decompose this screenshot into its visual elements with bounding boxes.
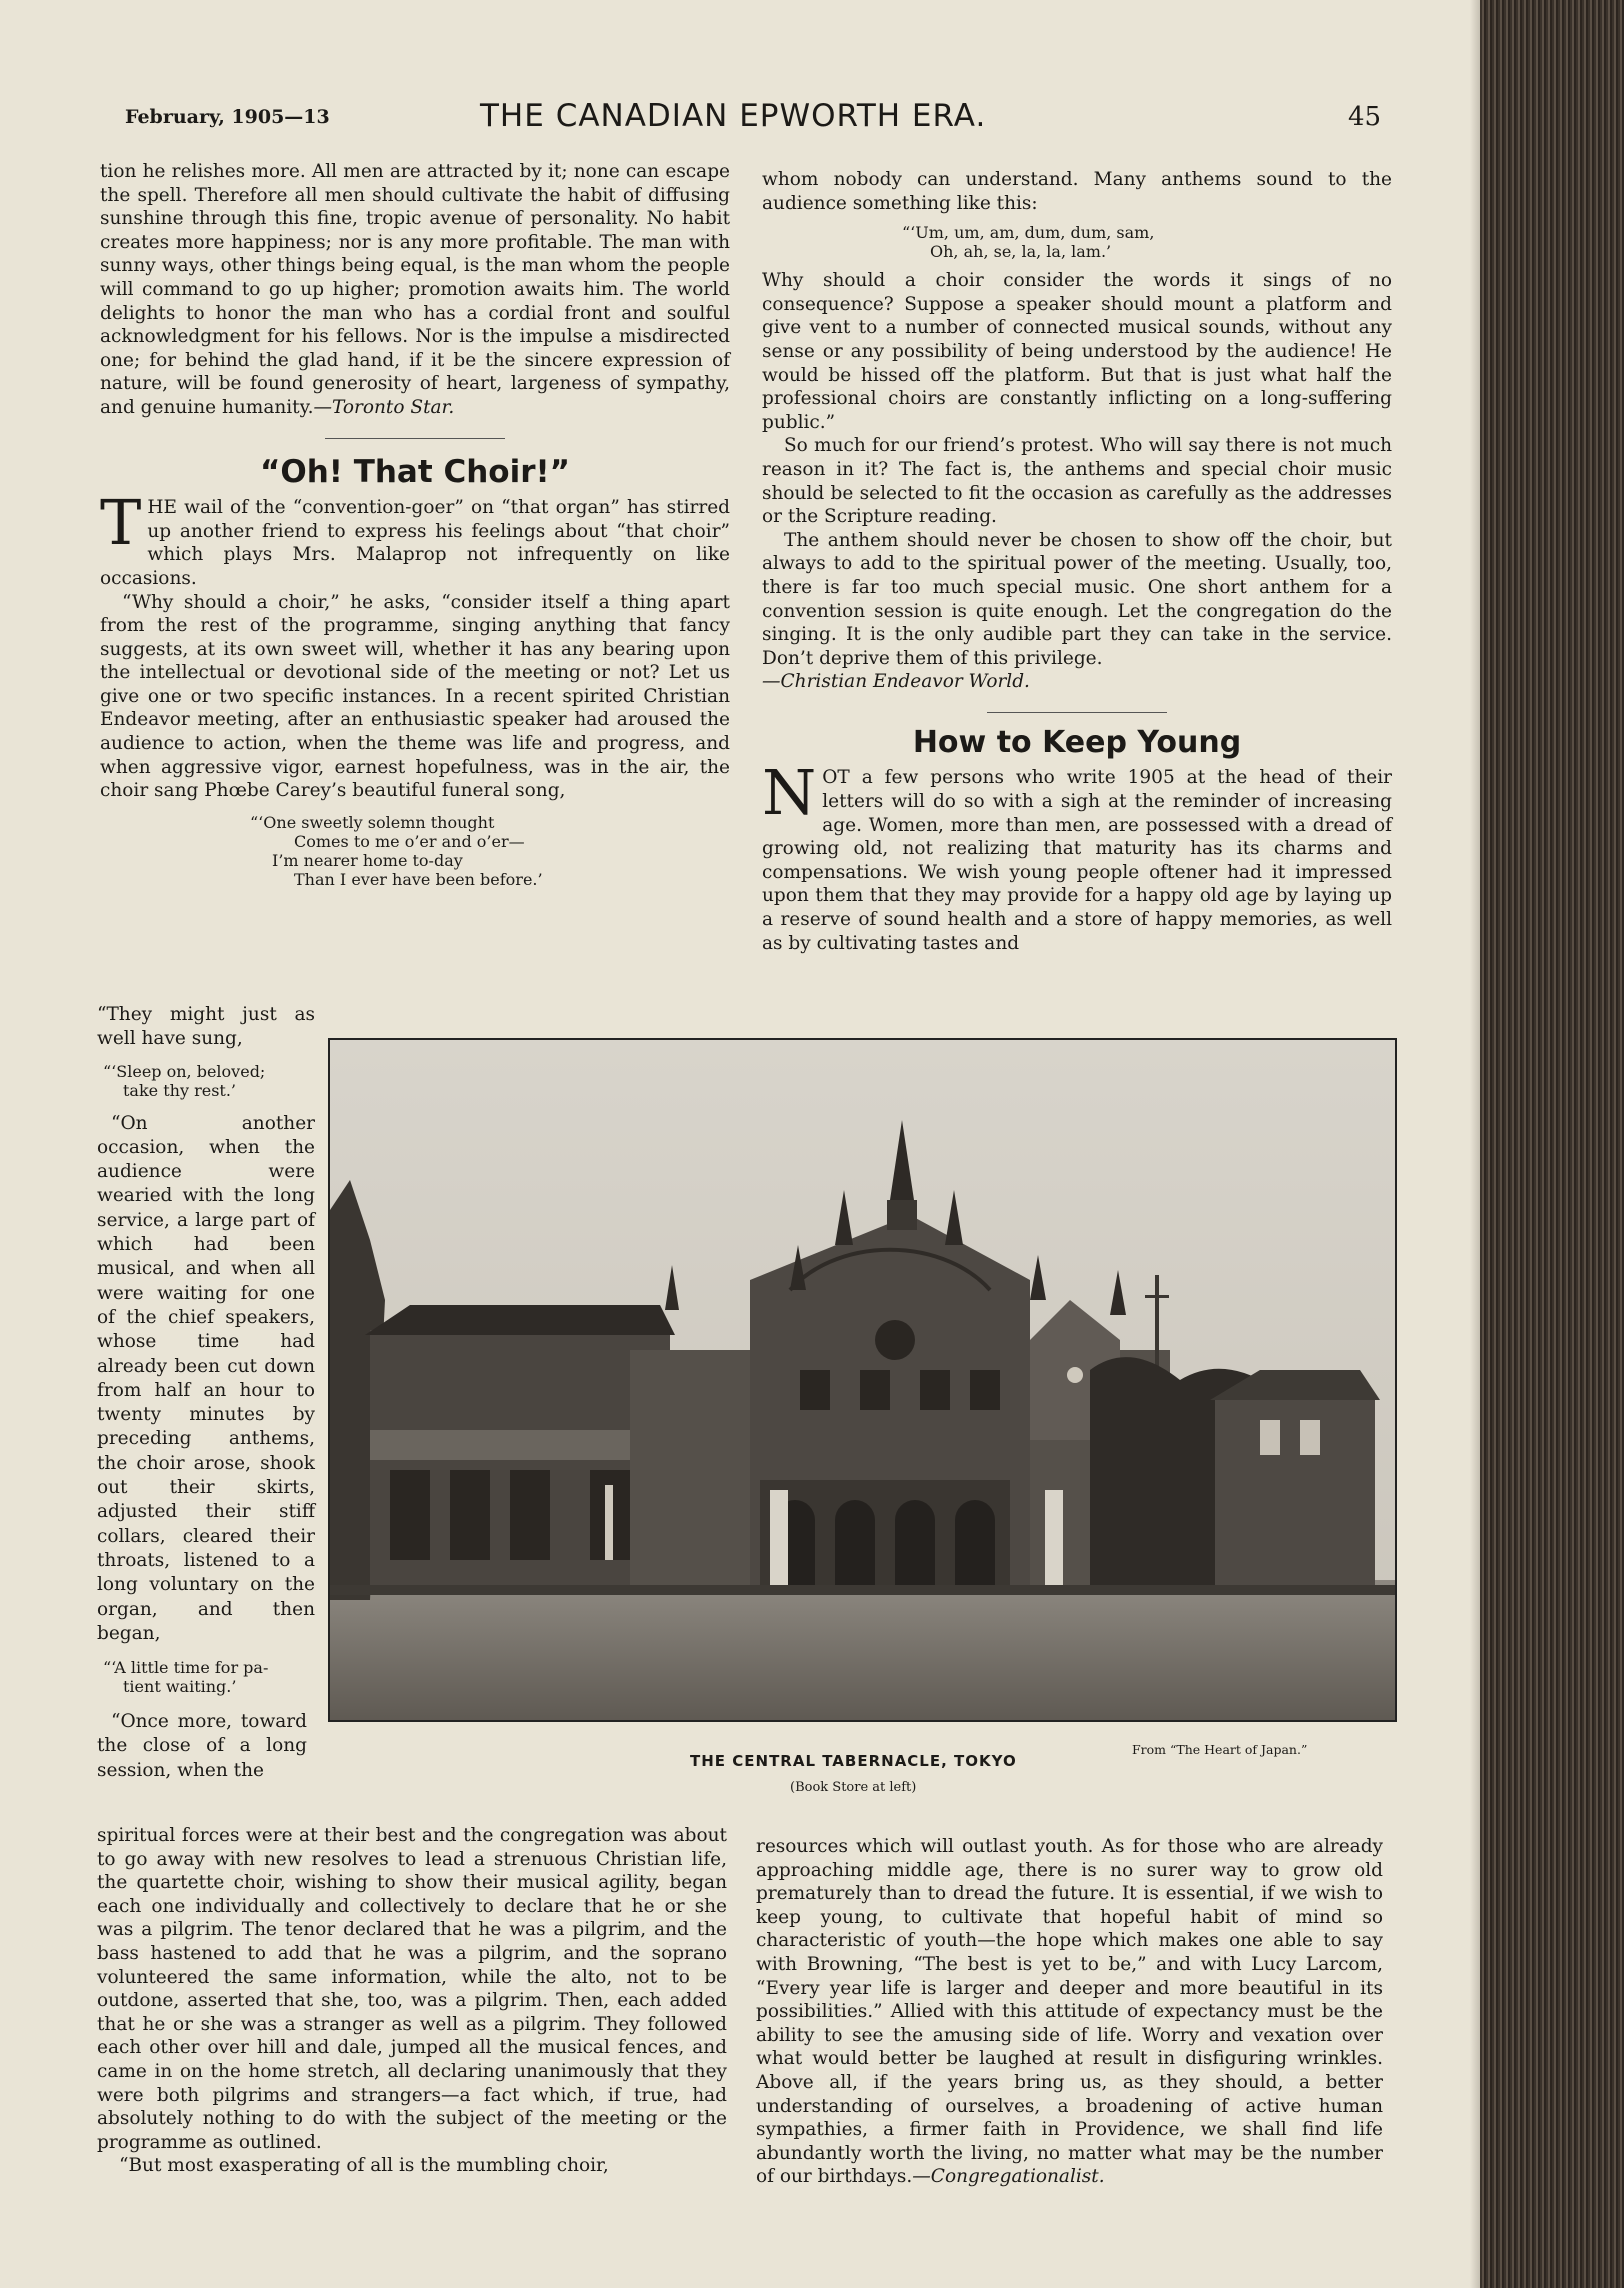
right-column <box>762 168 1392 955</box>
photo-subcaption: (Book Store at left) <box>790 1780 917 1795</box>
once-more: “Once more, toward the close of a long session, when the <box>97 1711 307 1781</box>
photo-credit: From “The Heart of Japan.” <box>1132 1742 1308 1757</box>
tabernacle-photo <box>328 1038 1397 1722</box>
choir-intro: THE wail of the “convention-goer” on “that organ” has stirred up another friend to express his feelings about “that choir” which plays Mrs. Malaprop not infrequently on like occasions. <box>100 486 730 589</box>
header-title: THE CANADIAN EPWORTH ERA. <box>480 98 987 134</box>
why-choir: Why should a choir consider the words it sings of no consequence? Suppose a speaker should mount a platform and give vent to a number of connected musical sounds, without any sense or any possibility of being understood by the audience! He would be hissed off the platform. But that is just what half the professional choirs are constantly inflicting on a long-suffering public.” <box>762 270 1392 433</box>
photo-caption: THE CENTRAL TABERNACLE, TOKYO <box>690 1752 1017 1770</box>
right-bottom-column <box>756 1835 1383 2189</box>
tabernacle-illustration <box>330 1040 1395 1720</box>
page-number: 45 <box>1348 102 1382 132</box>
dropcap-t: T <box>100 486 142 560</box>
pilgrim-paragraph: spiritual forces were at their best and the congregation was about to go away with new resolves to lead a strenuous Christian life, the quartette choir, wishing to show their musical agility, began each one individually and collectively to declare that he or she was a pilgrim. The tenor declared that he was a pilgrim, and the bass hastened to add that he was a pilgrim, and the soprano volunteered the same information, while the alto, not to be outdone, asserted that she, too, was a pilgrim. Then, each added that he or she was a stranger as well as a pilgrim. They followed each other over hill and dale, jumped all the musical fences, and came in on the home stretch, all declaring unanimously that they were both pilgrims and strangers—a fact which, if true, had absolutely nothing to do with the subject of the meeting or the programme as outlined. <box>97 1825 727 2153</box>
verse-one-sweetly: “‘One sweetly solemn thought Comes to me o’er and o’er— I’m nearer home to-day Than I ever have been before.’ <box>250 812 543 889</box>
verse-sleep-on: “‘Sleep on, beloved; take thy rest.’ <box>103 1061 266 1100</box>
verse-um-um: “‘Um, um, am, dum, dum, sam, Oh, ah, se, la, la, lam.’ <box>902 223 1155 262</box>
verse-little-time: “‘A little time for pa- tient waiting.’ <box>103 1658 269 1697</box>
anthems-paragraph: whom nobody can understand. Many anthems sound to the audience something like this: <box>762 169 1392 214</box>
book-page-edges <box>1480 0 1624 2288</box>
congregationalist-source: —Congregationalist. <box>912 2166 1105 2188</box>
keep-young-intro: NOT a few persons who write 1905 at the head of their letters will do so with a sigh at the reminder of increasing age. Women, more than men, are possessed with a dread of growing old, not realizing that maturity has its charms and compensations. We wish young people oftener had it impressed upon them that they may provide for a happy old age by laying up a reserve of sound health and a store of happy memories, as well as by cultivating tastes and <box>762 756 1392 954</box>
sunshine-paragraph: tion he relishes more. All men are attracted by it; none can escape the spell. Therefore all men should cultivate the habit of diffusing sunshine through this fine, tropic avenue of personality. No habit creates more happiness; nor is any more profitable. The man with sunny ways, other things being equal, is the man whom the people will command to go up higher; promotion awaits him. The world delights to honor the man who has a cordial front and soulful acknowledgment for his fellows. Nor is the impulse a misdirected one; for behind the glad hand, if it be the sincere expression of nature, will be found generosity of heart, largeness of sympathy, and genuine humanity.—Toronto Star. <box>100 161 730 418</box>
anthem-never: The anthem should never be chosen to show off the choir, but always to add to the spiritual power of the meeting. Usually, too, there is far too much special music. One short anthem for a convention session is quite enough. Let the congregation do the singing. It is the only audible part they can take in the service. Don’t deprive them of this privilege. —Christian Endeavor World. <box>762 529 1392 693</box>
left-bottom-column <box>97 1824 727 2178</box>
left-column <box>100 160 730 889</box>
dropcap-n: N <box>762 756 817 830</box>
keep-young-continued: resources which will outlast youth. As for those who are already approaching middle age, there is no surer way to grow old prematurely than to dread the future. It is essential, if we wish to keep young, to cultivate that hopeful habit of mind so characteristic of youth—the hope which makes one able to say with Browning, “The best is yet to be,” and with Lucy Larcom, “Every year life is larger and deeper and more beautiful in its possibilities.” Allied with this attitude of expectancy must be the ability to see the amusing side of life. Worry and vexation over what would better be laughed at result in disfiguring wrinkles. Above all, if the years bring us, as they should, a better understanding of ourselves, a broadening of active human sympathies, a firmer faith in Providence, we shall find life abundantly worth the living, no matter what may be the number of our birthdays.—Congregationalist. <box>756 1836 1383 2188</box>
might-have-sung: “They might just as well have sung, <box>97 1004 315 1050</box>
divider-2 <box>987 712 1167 713</box>
christian-endeavor-source: —Christian Endeavor World. <box>762 671 1030 693</box>
divider <box>325 438 505 439</box>
keep-young-heading: How to Keep Young <box>912 724 1242 760</box>
narrow-column <box>97 1003 315 1783</box>
toronto-star-source: —Toronto Star. <box>313 396 455 418</box>
mumbling-choir: “But most exasperating of all is the mumbling choir, <box>119 2155 609 2177</box>
choir-heading: “Oh! That Choir!” <box>259 453 570 490</box>
another-occasion: “On another occasion, when the audience were wearied with the long service, a large part of which had been musical, and when all were waiting for one of the chief speakers, whose time had already been cut down from half an hour to twenty minutes by preceding anthems, the choir arose, shook out their skirts, adjusted their stiff collars, cleared their throats, listened to a long voluntary on the organ, and then began, <box>97 1112 315 1644</box>
choir-paragraph-2: “Why should a choir,” he asks, “consider itself a thing apart from the rest of the programme, singing anything that fancy suggests, at its own sweet will, whether it has any bearing upon the intellectual or devotional side of the meeting or not? Let us give one or two specific instances. In a recent spirited Christian Endeavor meeting, after an enthusiastic speaker had aroused the audience to action, when the theme was life and progress, and when aggressive vigor, earnest hopefulness, was in the air, the choir sang Phœbe Carey’s beautiful funeral song, <box>100 591 730 802</box>
friends-protest: So much for our friend’s protest. Who will say there is not much reason in it? The fact is, the anthems and special choir music should be selected to fit the occasion as carefully as the addresses or the Scripture reading. <box>762 435 1392 528</box>
header-date: February, 1905—13 <box>125 106 330 128</box>
